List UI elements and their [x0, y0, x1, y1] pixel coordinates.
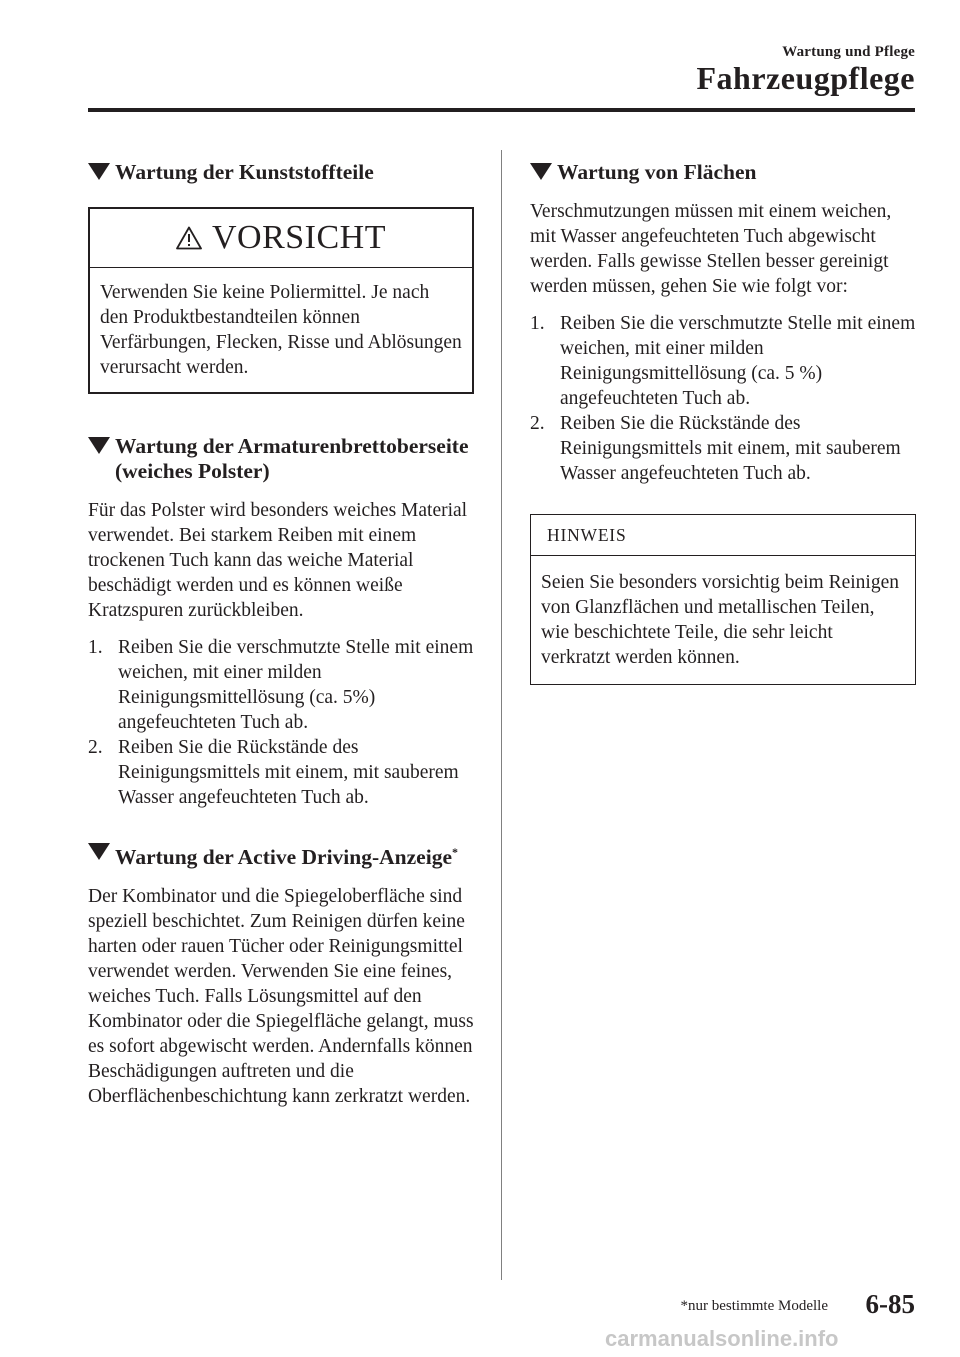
right-column [530, 160, 916, 685]
surfaces-steps [530, 311, 916, 486]
column-divider [501, 150, 502, 1280]
dashboard-paragraph: Für das Polster wird besonders weiches Material verwendet. Bei starkem Reiben mit einem trockenen Tuch kann das weiche Material beschädigt werden und es können weiße Kratzspuren zurückbleiben. [88, 500, 468, 621]
caution-text: Verwenden Sie keine Poliermittel. Je nach den Produktbestandteilen können Verfärbungen, Flecken, Risse und Ablösungen verursacht werden. [100, 282, 462, 378]
heading-active-driving-display: Wartung der Active Driving-Anzeige* [88, 840, 474, 870]
left-column [88, 160, 474, 1121]
footnote-mark: * [452, 845, 458, 859]
chapter-title: Wartung und Pflege [782, 44, 915, 60]
heading-dashboard: Wartung der Armaturenbrettoberseite (weiches Polster) [88, 434, 474, 484]
header-rule [88, 108, 915, 112]
triangle-bullet-icon [88, 163, 110, 180]
note-title: HINWEIS [531, 515, 915, 556]
heading-plastic-parts: Wartung der Kunststoffteile [88, 160, 474, 185]
list-item: 2. Reiben Sie die Rückstände des Reinigungsmittels mit einem, mit sauberem Wasser angefeuchteten Tuch ab. [530, 413, 901, 484]
triangle-bullet-icon [530, 163, 552, 180]
section-title: Fahrzeugpflege [696, 60, 915, 96]
note-text: Seien Sie besonders vorsichtig beim Reinigen von Glanzflächen und metallischen Teilen, wie beschichtete Teile, die sehr leicht verkratzt werden können. [541, 572, 899, 668]
caution-title: VORSICHT [90, 209, 472, 268]
list-item: 2. Reiben Sie die Rückstände des Reinigungsmittels mit einem, mit sauberem Wasser angefeuchteten Tuch ab. [88, 737, 459, 808]
triangle-bullet-icon [88, 437, 110, 454]
watermark: carmanualsonline.info [605, 1326, 839, 1351]
list-item: 1. Reiben Sie die verschmutzte Stelle mit einem weichen, mit einer milden Reinigungsmittellösung (ca. 5%) angefeuchteten Tuch ab. [88, 637, 474, 733]
warning-icon [176, 226, 202, 250]
page-number: 6-85 [865, 1289, 915, 1319]
list-item: 1. Reiben Sie die verschmutzte Stelle mit einem weichen, mit einer milden Reinigungsmittellösung (ca. 5 %) angefeuchteten Tuch ab. [530, 313, 916, 409]
surfaces-paragraph: Verschmutzungen müssen mit einem weichen, mit Wasser angefeuchteten Tuch abgewischt werden. Falls gewisse Stellen besser gereinigt werden müssen, gehen Sie wie folgt vor: [530, 201, 892, 297]
active-driving-paragraph: Der Kombinator und die Spiegeloberfläche sind speziell beschichtet. Zum Reinigen dürfen keine harten oder rauen Tücher oder Reinigungsmittel verwendet werden. Verwenden Sie eine feines, weiches Tuch. Falls Lösungsmittel auf den Kombinator oder die Spiegelfläche gelangt, muss es sofort abgewischt werden. Andernfalls können Beschädigungen auftreten und die Oberflächenbeschichtung kann zerkratzt werden. [88, 886, 474, 1108]
note-box [530, 514, 916, 685]
caution-box [88, 207, 474, 394]
triangle-bullet-icon [88, 843, 110, 860]
dashboard-steps [88, 635, 474, 810]
heading-surfaces: Wartung von Flächen [530, 160, 916, 185]
footnote: *nur bestimmte Modelle [680, 1298, 828, 1314]
